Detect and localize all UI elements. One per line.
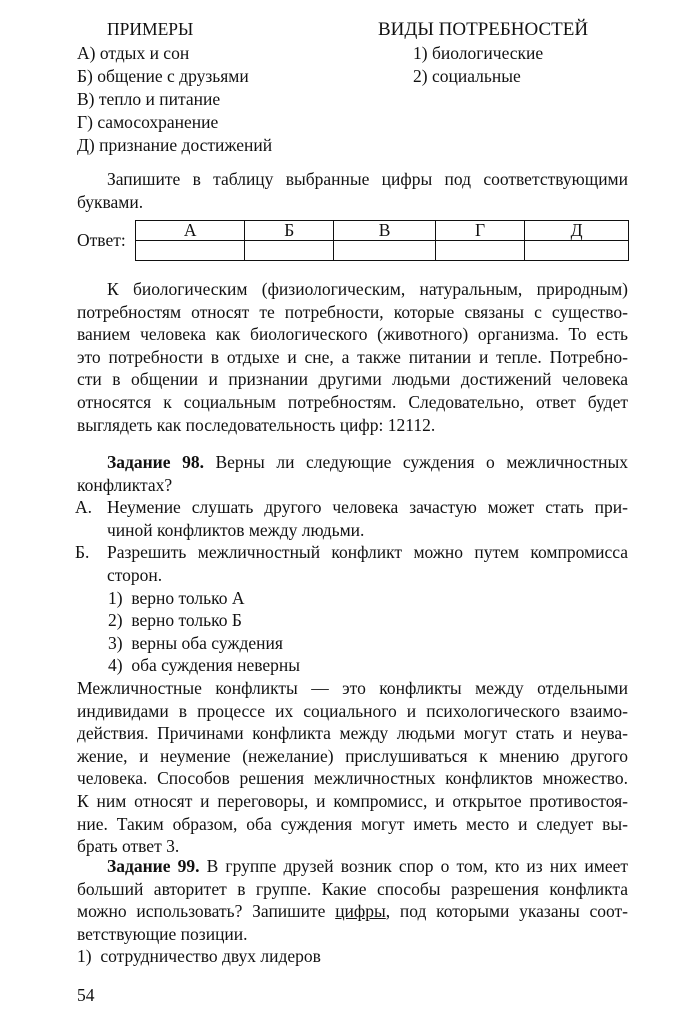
answer-cell [525, 241, 629, 261]
column-header: Г [435, 221, 524, 241]
text-line: ние. Таким образом, оба суждения могут иметь место и следует вы- [77, 813, 628, 834]
text-line: К биологическим (физиологическим, натуральным, природным) [107, 279, 628, 299]
list-item: В) тепло и питание [77, 89, 221, 109]
answer-cell [334, 241, 436, 261]
answer-option: 1) верно только А [108, 587, 245, 608]
text-line: ветствующие позиции. [77, 923, 248, 944]
text-line: В группе друзей возник спор о том, кто из них имеет [199, 856, 629, 876]
text-line: выглядеть как последовательность цифр: 12112. [77, 414, 436, 435]
examples-heading: ПРИМЕРЫ [107, 19, 194, 39]
examples-list [77, 42, 272, 157]
list-item: А) отдых и сон [77, 43, 190, 63]
task-question [77, 451, 628, 474]
text-line: чиной конфликтов между людьми. [107, 519, 365, 540]
answer-option: 4) оба суждения неверны [108, 655, 301, 676]
column-header: В [334, 221, 436, 241]
task-title: Задание 98. [107, 452, 204, 472]
answer-cell [435, 241, 524, 261]
statement-b [77, 541, 628, 564]
underlined-word: цифры [335, 901, 386, 922]
page-number: 54 [77, 985, 95, 1005]
column-header: Д [525, 221, 629, 241]
answer-table [135, 220, 629, 261]
list-item: Г) самосохранение [77, 112, 219, 132]
statement-marker: Б. [75, 542, 90, 563]
text-line [77, 900, 628, 923]
text-line: брать ответ 3. [77, 836, 180, 857]
text-line: буквами. [77, 191, 144, 212]
text-line: Запишите в таблицу выбранные цифры под соответствующими [107, 169, 628, 189]
text-line: Неумение слушать другого человека зачастую может стать при- [107, 497, 628, 518]
statement-marker: А. [75, 497, 93, 518]
needs-heading: ВИДЫ ПОТРЕБНОСТЕЙ [378, 19, 589, 40]
statement-a [77, 496, 628, 519]
task-99 [77, 855, 628, 968]
task-question [77, 855, 628, 878]
task-title: Задание 99. [107, 856, 200, 876]
list-item: Б) общение с друзьями [77, 66, 249, 86]
text-line: потребностям относят те потребности, которые связаны с существо- [77, 301, 628, 322]
text-line: Верны ли следующие суждения о межличностных [203, 452, 628, 472]
text-line: сти в общении и признании другими людьми достижений человека [77, 369, 628, 390]
text-line: Разрешить межличностный конфликт можно путем компромисса [107, 542, 628, 563]
text-line: жение, и неумение (нежелание) прислушиваться к мнению другого [77, 745, 628, 766]
text-line: К ним относят и переговоры, и компромисс, и открытое противостоя- [77, 790, 628, 811]
text-line: Межличностные конфликты — это конфликты между отдельными [77, 677, 628, 698]
list-item: Д) признание достижений [77, 135, 273, 155]
text-segment: , под которыми указаны соот- [385, 901, 628, 922]
text-line: больший авторитет в группе. Какие способы разрешения конфликта [77, 878, 628, 899]
needs-list [413, 42, 543, 88]
instruction [77, 168, 628, 213]
answer-option: 2) верно только Б [108, 610, 242, 631]
text-line: человека. Способов решения межличностных конфликтов множество. [77, 768, 628, 789]
text-line: действия. Причинами конфликта между людьми могут стать и неува- [77, 723, 628, 744]
answer-cell [245, 241, 334, 261]
column-header: Б [245, 221, 334, 241]
answer-cell [136, 241, 245, 261]
text-line: это потребности в отдыхе и сне, а также питании и тепле. Потребно- [77, 346, 628, 367]
text-line: конфликтах? [77, 474, 173, 495]
answer-option: 3) верны оба суждения [108, 632, 283, 653]
text-line: ванием человека как биологического (животного) организма. То есть [77, 324, 628, 345]
text-line: относятся к социальным потребностям. Следовательно, ответ будет [77, 391, 628, 412]
task-98 [77, 451, 628, 858]
text-line: сторон. [107, 564, 163, 585]
list-item: 1) биологические [413, 43, 544, 63]
explanation-97 [77, 278, 628, 436]
text-segment: можно использовать? Запишите [77, 901, 336, 922]
column-header: А [136, 221, 245, 241]
list-item: 2) социальные [413, 66, 521, 86]
text-line: индивидами в процессе их социального и психологического взаимо- [77, 700, 628, 721]
answer-option: 1) сотрудничество двух лидеров [77, 946, 321, 967]
answer-label: Ответ: [77, 230, 126, 250]
